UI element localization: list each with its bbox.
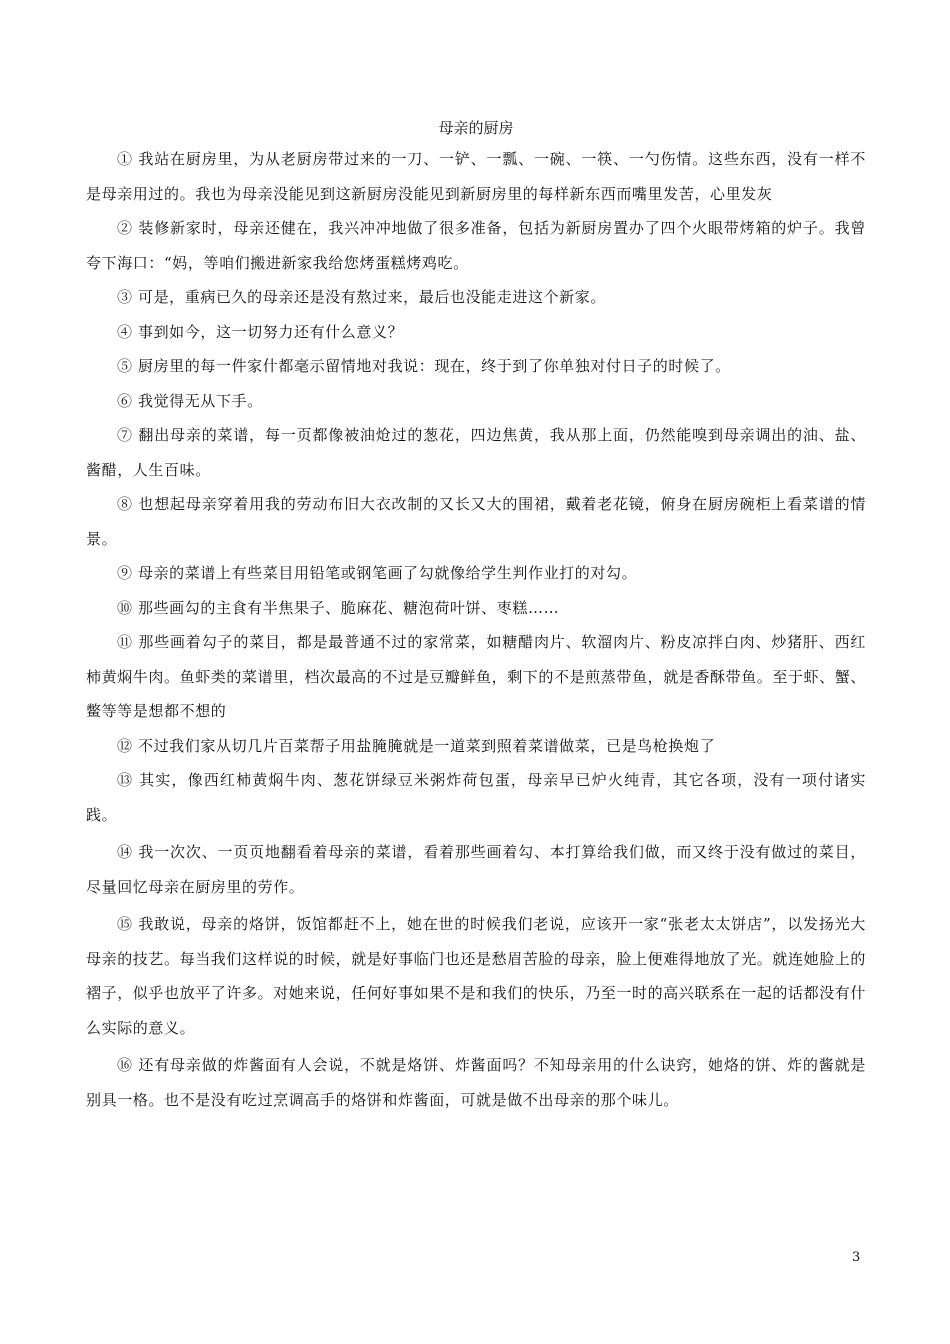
paragraph-8: ⑧ 也想起母亲穿着用我的劳动布旧大衣改制的又长又大的围裙，戴着老花镜，俯身在厨房碗柜上看菜谱的情景。 [86,495,866,548]
paragraph-15: ⑮ 我敢说，母亲的烙饼，饭馆都赶不上，她在世的时候我们老说，应该开一家“张老太太饼店”，以发扬光大母亲的技艺。每当我们这样说的时候，就是好事临门也还是愁眉苦脸的母亲，脸上便难得地放了光。就连她脸上的褶子，似乎也放平了许多。对她来说，任何好事如果不是和我们的快乐，乃至一时的高兴联系在一起的话都没有什么实际的意义。 [86,915,867,1037]
paragraph-7: ⑦ 翻出母亲的菜谱，每一页都像被油炝过的葱花，四边焦黄，我从那上面，仍然能嗅到母亲调出的油、盐、酱醋，人生百味。 [86,426,866,479]
paragraph-3: ③ 可是，重病已久的母亲还是没有熬过来，最后也没能走进这个新家。 [117,288,606,306]
paragraph-4: ④ 事到如今，这一切努力还有什么意义？ [117,322,404,341]
paragraph-11: ⑪ 那些画着勾子的菜目，都是最普通不过的家常菜，如糖醋肉片、软溜肉片、粉皮凉拌白肉、炒猪肝、西红柿黄焖牛肉。鱼虾类的菜谱里，档次最高的不过是豆瓣鲜鱼，剩下的不是煎蒸带鱼，就是香酥带鱼。至于虾、蟹、鳖等等是想都不想的 [86,633,867,720]
paragraph-1: ① 我站在厨房里，为从老厨房带过来的一刀、一铲、一瓢、一碗、一筷、一勺伤情。这些东西，没有一样不是母亲用过的。我也为母亲没能见到这新厨房没能见到新厨房里的每样新东西而嘴里发苦，心里发灰 [86,150,866,203]
paragraph-10: ⑩ 那些画勾的主食有半焦果子、脆麻花、糖泡荷叶饼、枣糕…… [117,598,560,617]
document-body [86,118,866,1117]
paragraph-6: ⑥ 我觉得无从下手。 [117,391,263,410]
paragraph-2: ② 装修新家时，母亲还健在，我兴冲冲地做了很多准备，包括为新厨房置办了四个火眼带烤箱的炉子。我曾夸下海口：“妈，等咱们搬进新家我给您烤蛋糕烤鸡吃。 [86,219,866,272]
page-number: 3 [852,1250,861,1265]
paragraph-9: ⑨ 母亲的菜谱上有些菜目用铅笔或钢笔画了勾就像给学生判作业打的对勾。 [117,564,638,582]
document-title: 母亲的厨房 [438,119,514,137]
paragraph-14: ⑭ 我一次次、一页页地翻看着母亲的菜谱，看着那些画着勾、本打算给我们做，而又终于没有做过的菜目，尽量回忆母亲在厨房里的劳作。 [86,843,866,896]
paragraph-5: ⑤ 厨房里的每一件家什都毫示留情地对我说：现在，终于到了你单独对付日子的时候了。 [117,357,731,375]
paragraph-16: ⑯ 还有母亲做的炸酱面有人会说，不就是烙饼、炸酱面吗？不知母亲用的什么诀窍，她烙的饼、炸的酱就是别具一格。也不是没有吃过烹调高手的烙饼和炸酱面，可就是做不出母亲的那个味儿。 [86,1056,866,1109]
paragraph-13: ⑬ 其实，像西红柿黄焖牛肉、葱花饼绿豆米粥炸荷包蛋，母亲早已炉火纯青，其它各项，没有一项付诸实践。 [86,771,866,824]
paragraph-12: ⑫ 不过我们家从切几片百菜帮子用盐腌腌就是一道菜到照着菜谱做菜，已是鸟枪换炮了 [117,736,716,755]
